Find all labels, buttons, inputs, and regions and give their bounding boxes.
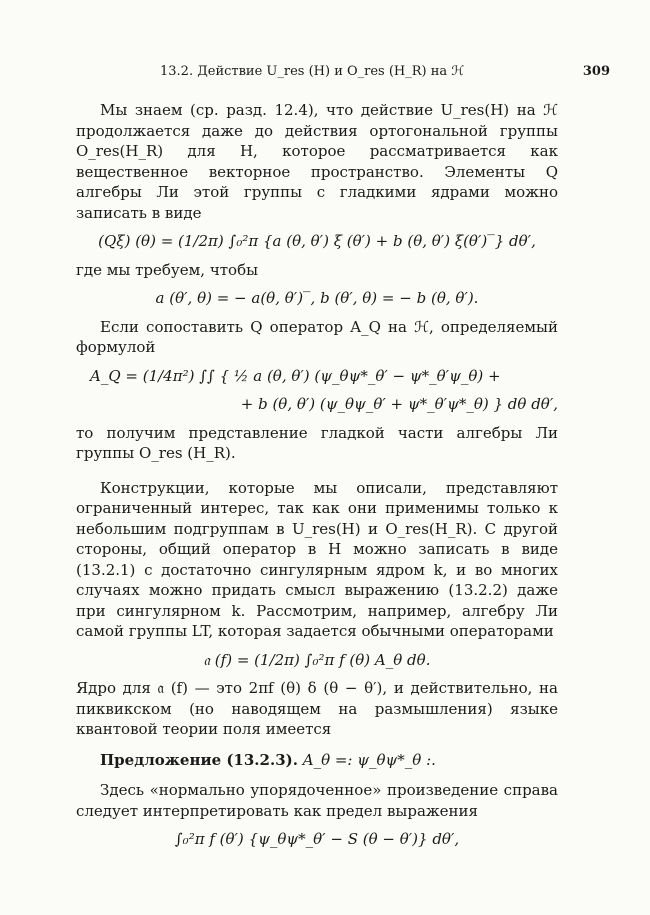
equation-kernel-conditions: a (θ′, θ) = − a(θ, θ′)‾, b (θ′, θ) = − b (θ, θ′). [155,289,479,307]
running-header [160,64,610,79]
proposition-text: A_θ =: ψ_θψ*_θ :. [302,750,436,769]
page-body [76,100,558,858]
equation-normal-order-limit: ∫₀²π f (θ′) {ψ_θψ*_θ′ − S (θ − θ′)} dθ′, [174,830,460,848]
paragraph-3: Если сопоставить Q оператор A_Q на ℋ, определяемый формулой [76,317,558,356]
equation-aq-line-2: + b (θ, θ′) (ψ_θψ_θ′ + ψ*_θ′ψ*_θ) } dθ dθ′, [240,395,558,413]
running-title: 13.2. Действие U_res (H) и O_res (H_R) на ℋ [160,64,465,79]
equation-aq-line-1: A_Q = (1/4π²) ∫∫ { ½ a (θ, θ′) (ψ_θψ*_θ′ − ψ*_θ′ψ_θ) + [90,366,501,385]
paragraph-4: то получим представление гладкой части алгебры Ли группы O_res (H_R). [76,423,558,462]
proposition-label: Предложение (13.2.3). [100,750,298,769]
equation-q-xi: (Qξ) (θ) = (1/2π) ∫₀²π {a (θ, θ′) ξ (θ′) + b (θ, θ′) ξ(θ′)‾} dθ′, [98,232,536,250]
page-number: 309 [582,64,610,79]
paragraph-6: Ядро для 𝔞 (f) — это 2πf (θ) δ (θ − θ′), и действительно, на пиквикском (но наводящем на размышления) языке квантовой теории поля имеется [76,679,558,738]
paragraph-7: Здесь «нормально упорядоченное» произведение справа следует интерпретировать как предел выражения [76,781,558,820]
paragraph-1: Мы знаем (ср. разд. 12.4), что действие U_res(H) на ℋ продолжается даже до действия ортогональной группы O_res(H_R) для H, которое рассматривается как вещественное векторное пространство. Элементы Q алгебры Ли этой группы с гладкими ядрами можно записать в виде [76,101,558,222]
paragraph-5: Конструкции, которые мы описали, представляют ограниченный интерес, так как они применимы только к небольшим подгруппам в U_res(H) и O_res(H_R). С другой стороны, общий оператор в H можно записать в виде (13.2.1) с достаточно сингулярным ядром k, и во многих случаях можно придать смысл выражению (13.2.2) даже при сингулярном k. Рассмотрим, например, алгебру Ли самой группы LT, которая задается обычными операторами [76,478,558,640]
paragraph-2: где мы требуем, чтобы [76,260,259,279]
proposition-13-2-3 [76,750,558,771]
equation-a-f: 𝔞 (f) = (1/2π) ∫₀²π f (θ) A_θ dθ. [203,650,431,669]
